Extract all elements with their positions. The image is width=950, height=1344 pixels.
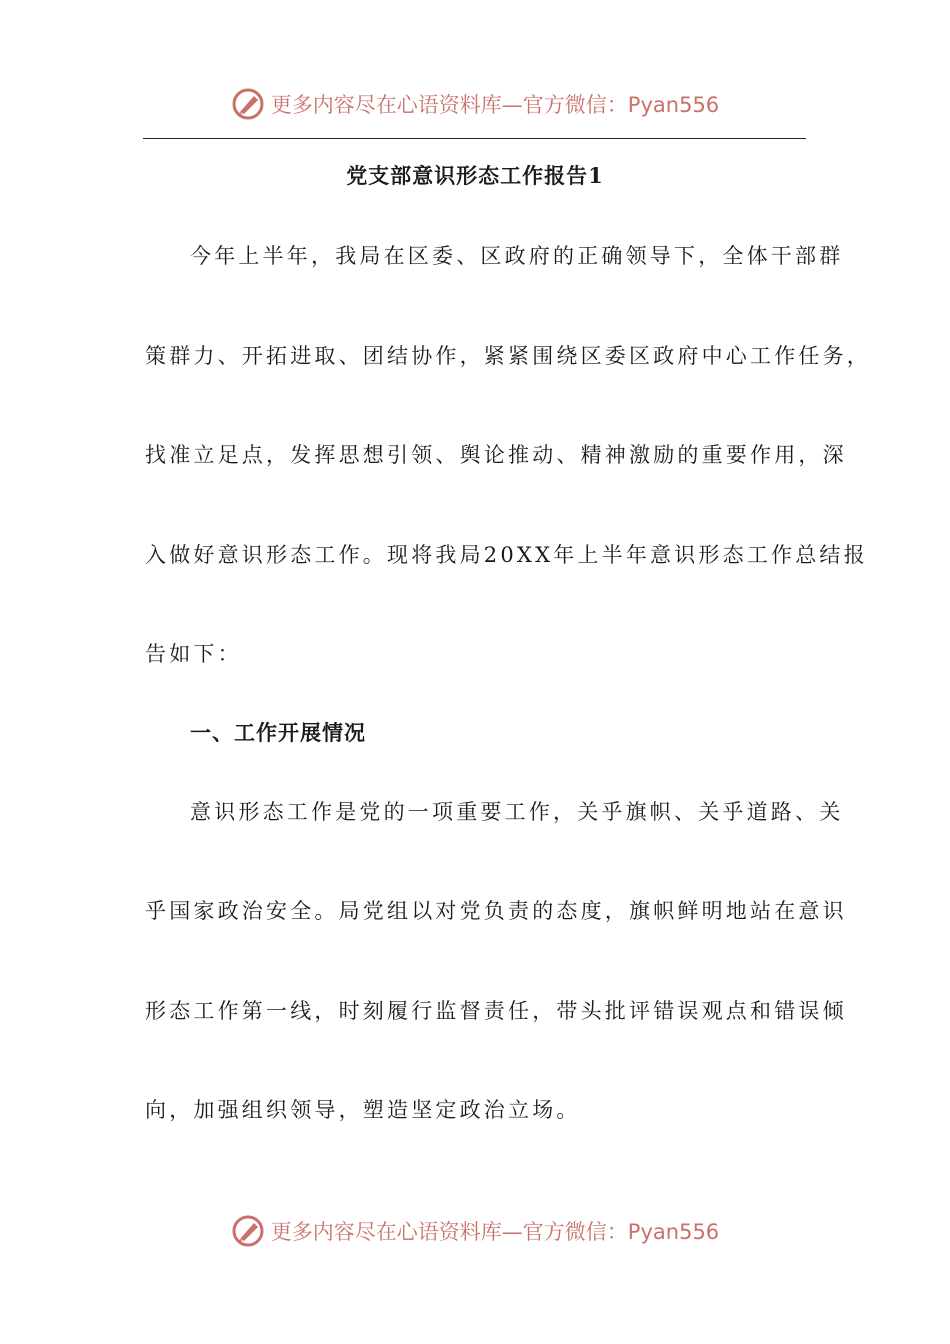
paragraph-line: 乎国家政治安全。局党组以对党负责的态度，旗帜鲜明地站在意识	[145, 899, 847, 923]
paragraph-line: 入做好意识形态工作。现将我局20XX年上半年意识形态工作总结报	[145, 543, 868, 567]
paragraph-line: 告如下：	[145, 642, 242, 666]
banner-text: 更多内容尽在心语资料库—官方微信：Pyan556	[270, 93, 720, 117]
paragraph-line: 找准立足点，发挥思想引领、舆论推动、精神激励的重要作用，深	[145, 443, 847, 467]
header-banner	[0, 84, 950, 124]
paragraph-line: 策群力、开拓进取、团结协作，紧紧围绕区委区政府中心工作任务，	[145, 344, 871, 368]
paragraph-line: 今年上半年，我局在区委、区政府的正确领导下，全体干部群	[190, 244, 844, 268]
footer-banner	[0, 1211, 950, 1251]
paragraph-line: 形态工作第一线，时刻履行监督责任，带头批评错误观点和错误倾	[145, 999, 847, 1023]
pen-logo-icon	[231, 87, 265, 121]
section-heading: 一、工作开展情况	[190, 720, 366, 745]
paragraph-line: 意识形态工作是党的一项重要工作，关乎旗帜、关乎道路、关	[190, 800, 844, 824]
document-title: 党支部意识形态工作报告1	[346, 163, 604, 188]
paragraph-line: 向，加强组织领导，塑造坚定政治立场。	[145, 1098, 581, 1122]
pen-logo-icon	[231, 1214, 265, 1248]
header-divider	[143, 138, 806, 139]
banner-text: 更多内容尽在心语资料库—官方微信：Pyan556	[270, 1220, 720, 1244]
